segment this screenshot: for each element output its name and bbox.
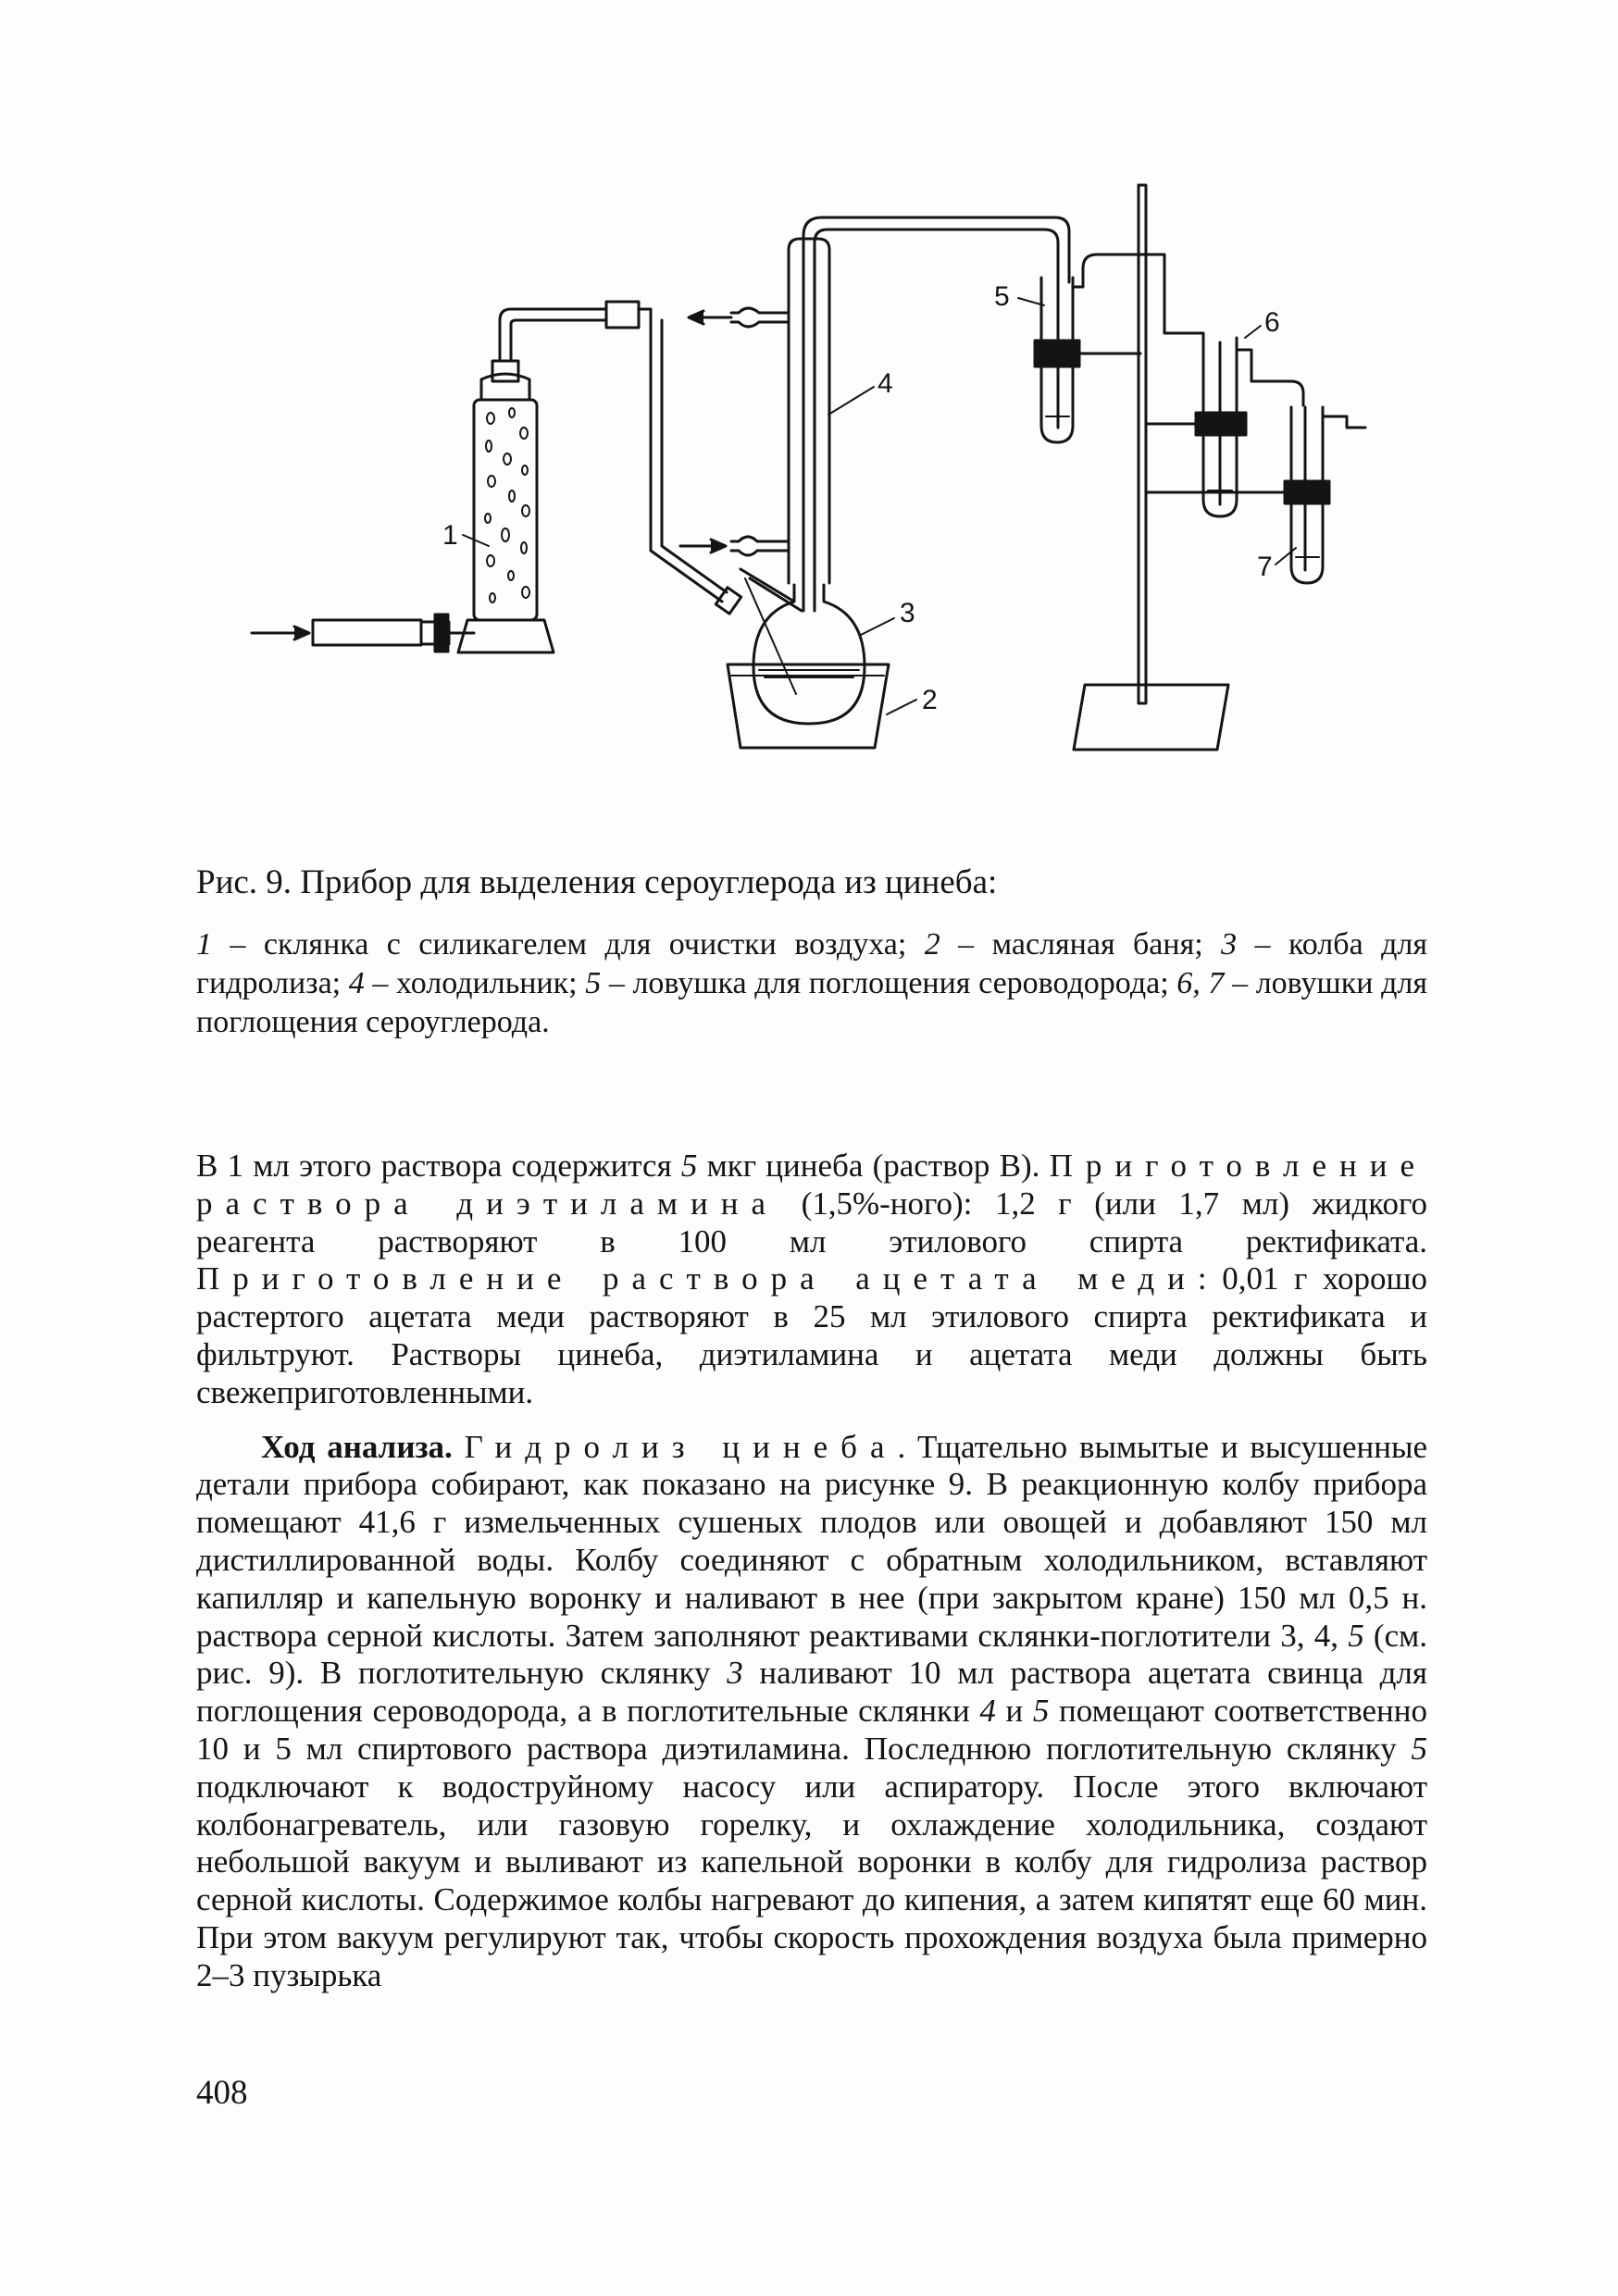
text-run: подключают к водоструйному насосу или аспиратору. После этого включают колбонагреватель, или газовую горелку, и охлаждение холодильника, создают небольшой вакуум и выливают из капельной воронки в колбу для гидролиза раствор серной кислоты. Содержимое колбы нагревают до кипения, а затем кипятят еще 60 мин. При этом вакуум регулируют так, чтобы скорость прохождения воздуха была примерно 2–3 пузырька bbox=[196, 1768, 1427, 1993]
spaced-subheading: Приготовление раствора диэтиламина bbox=[196, 1148, 1427, 1222]
callout-2: 2 bbox=[922, 685, 938, 715]
text-run: помещают соответственно 10 и 5 мл спиртового раствора диэтиламина. Последнюю поглотительную склянку bbox=[196, 1693, 1428, 1767]
figure-caption bbox=[196, 861, 1427, 1042]
callout-1: 1 bbox=[442, 520, 458, 551]
text-run: наливают 10 мл раствора ацетата свинца для поглощения сероводорода, а в поглотительные склянки bbox=[196, 1655, 1427, 1730]
reflux-condenser bbox=[731, 217, 1069, 611]
text-run: мкг цинеба (раствор В). bbox=[697, 1148, 1050, 1184]
legend-text: – ловушки для поглощения сероуглерода. bbox=[196, 966, 1427, 1039]
italic-number: 5 bbox=[1411, 1730, 1427, 1767]
paragraph-analysis bbox=[196, 1429, 1427, 1995]
page-number: 408 bbox=[196, 2074, 248, 2112]
apparatus-diagram bbox=[0, 0, 1618, 833]
italic-number: 5 bbox=[1032, 1693, 1050, 1730]
caption-legend bbox=[196, 925, 1427, 1042]
callout-6: 6 bbox=[1264, 307, 1280, 338]
legend-text: – склянка с силикагелем для очистки воздуха; bbox=[212, 927, 925, 962]
callout-7: 7 bbox=[1257, 552, 1273, 582]
italic-number: 5 bbox=[680, 1148, 698, 1184]
legend-text: – масляная баня; bbox=[940, 927, 1222, 962]
water-inlet-arrow bbox=[680, 540, 726, 552]
inlet-tube bbox=[313, 614, 474, 652]
text-run: . Тщательно вымытые и высушенные детали прибора собирают, как показано на рисунке 9. В реакционную колбу прибора помещают 41,6 г измельченных сушеных плодов или овощей и добавляют 150 мл дистиллированной воды. Колбу соединяют с обратным холодильником, вставляют капилляр и капельную воронку и наливают в нее (при закрытом кране) 150 мл 0,5 н. раствора серной кислоты. Затем заполняют реактивами склянки-поглотители 3, 4, bbox=[196, 1428, 1427, 1654]
legend-text: – ловушка для поглощения сероводорода; bbox=[601, 966, 1177, 1000]
caption-title: Рис. 9. Прибор для выделения сероуглерода из цинеба: bbox=[196, 863, 998, 901]
legend-num: 5 bbox=[585, 966, 602, 1000]
legend-num: 4 bbox=[348, 966, 365, 1000]
text-run: В 1 мл этого раствора содержится bbox=[196, 1148, 681, 1184]
text-run: : 0,01 г хорошо растертого ацетата меди растворяют в 25 мл этилового спирта ректификата и фильтруют. Растворы цинеба, диэтиламина и ацетата меди должны быть свежеприготовленными. bbox=[196, 1260, 1428, 1410]
spaced-subheading: Приготовление раствора ацетата меди bbox=[196, 1260, 1198, 1297]
italic-number: 3 bbox=[727, 1655, 743, 1692]
callout-4: 4 bbox=[877, 368, 893, 399]
text-run: (1,5%-ного): 1,2 г (или 1,7 мл) жидкого реагента растворяют в 100 мл этилового спирта ректификата. bbox=[196, 1185, 1427, 1260]
italic-number: 4 bbox=[979, 1693, 996, 1730]
support-stand bbox=[1074, 185, 1228, 750]
air-inlet-arrow bbox=[252, 627, 309, 639]
legend-num: 3 bbox=[1221, 927, 1238, 962]
body-text bbox=[196, 1148, 1427, 1995]
callout-leaders bbox=[463, 298, 1296, 714]
spaced-subheading: Гидролиз цинеба bbox=[464, 1428, 898, 1465]
legend-num: 1 bbox=[196, 927, 212, 962]
trap-cs2-2 bbox=[1146, 407, 1365, 583]
text-run: (см. рис. 9). В поглотительную склянку bbox=[196, 1617, 1427, 1692]
trap-cs2-1 bbox=[1146, 254, 1303, 516]
callout-5: 5 bbox=[994, 281, 1010, 312]
apparatus-figure bbox=[0, 0, 1618, 833]
legend-num: 2 bbox=[924, 927, 940, 962]
text-run: и bbox=[995, 1693, 1033, 1730]
water-outlet-arrow bbox=[689, 311, 731, 324]
section-heading: Ход анализа. bbox=[261, 1428, 453, 1465]
silica-gel-column bbox=[458, 361, 554, 652]
italic-number: 5 bbox=[1348, 1617, 1364, 1654]
trap-h2s bbox=[1035, 254, 1152, 442]
legend-text: – холодильник; bbox=[364, 966, 586, 1000]
legend-text: – колба для гидролиза; bbox=[196, 927, 1427, 1000]
callout-3: 3 bbox=[900, 598, 915, 628]
legend-num: 6, 7 bbox=[1176, 966, 1225, 1000]
paragraph-reagents bbox=[196, 1148, 1427, 1412]
